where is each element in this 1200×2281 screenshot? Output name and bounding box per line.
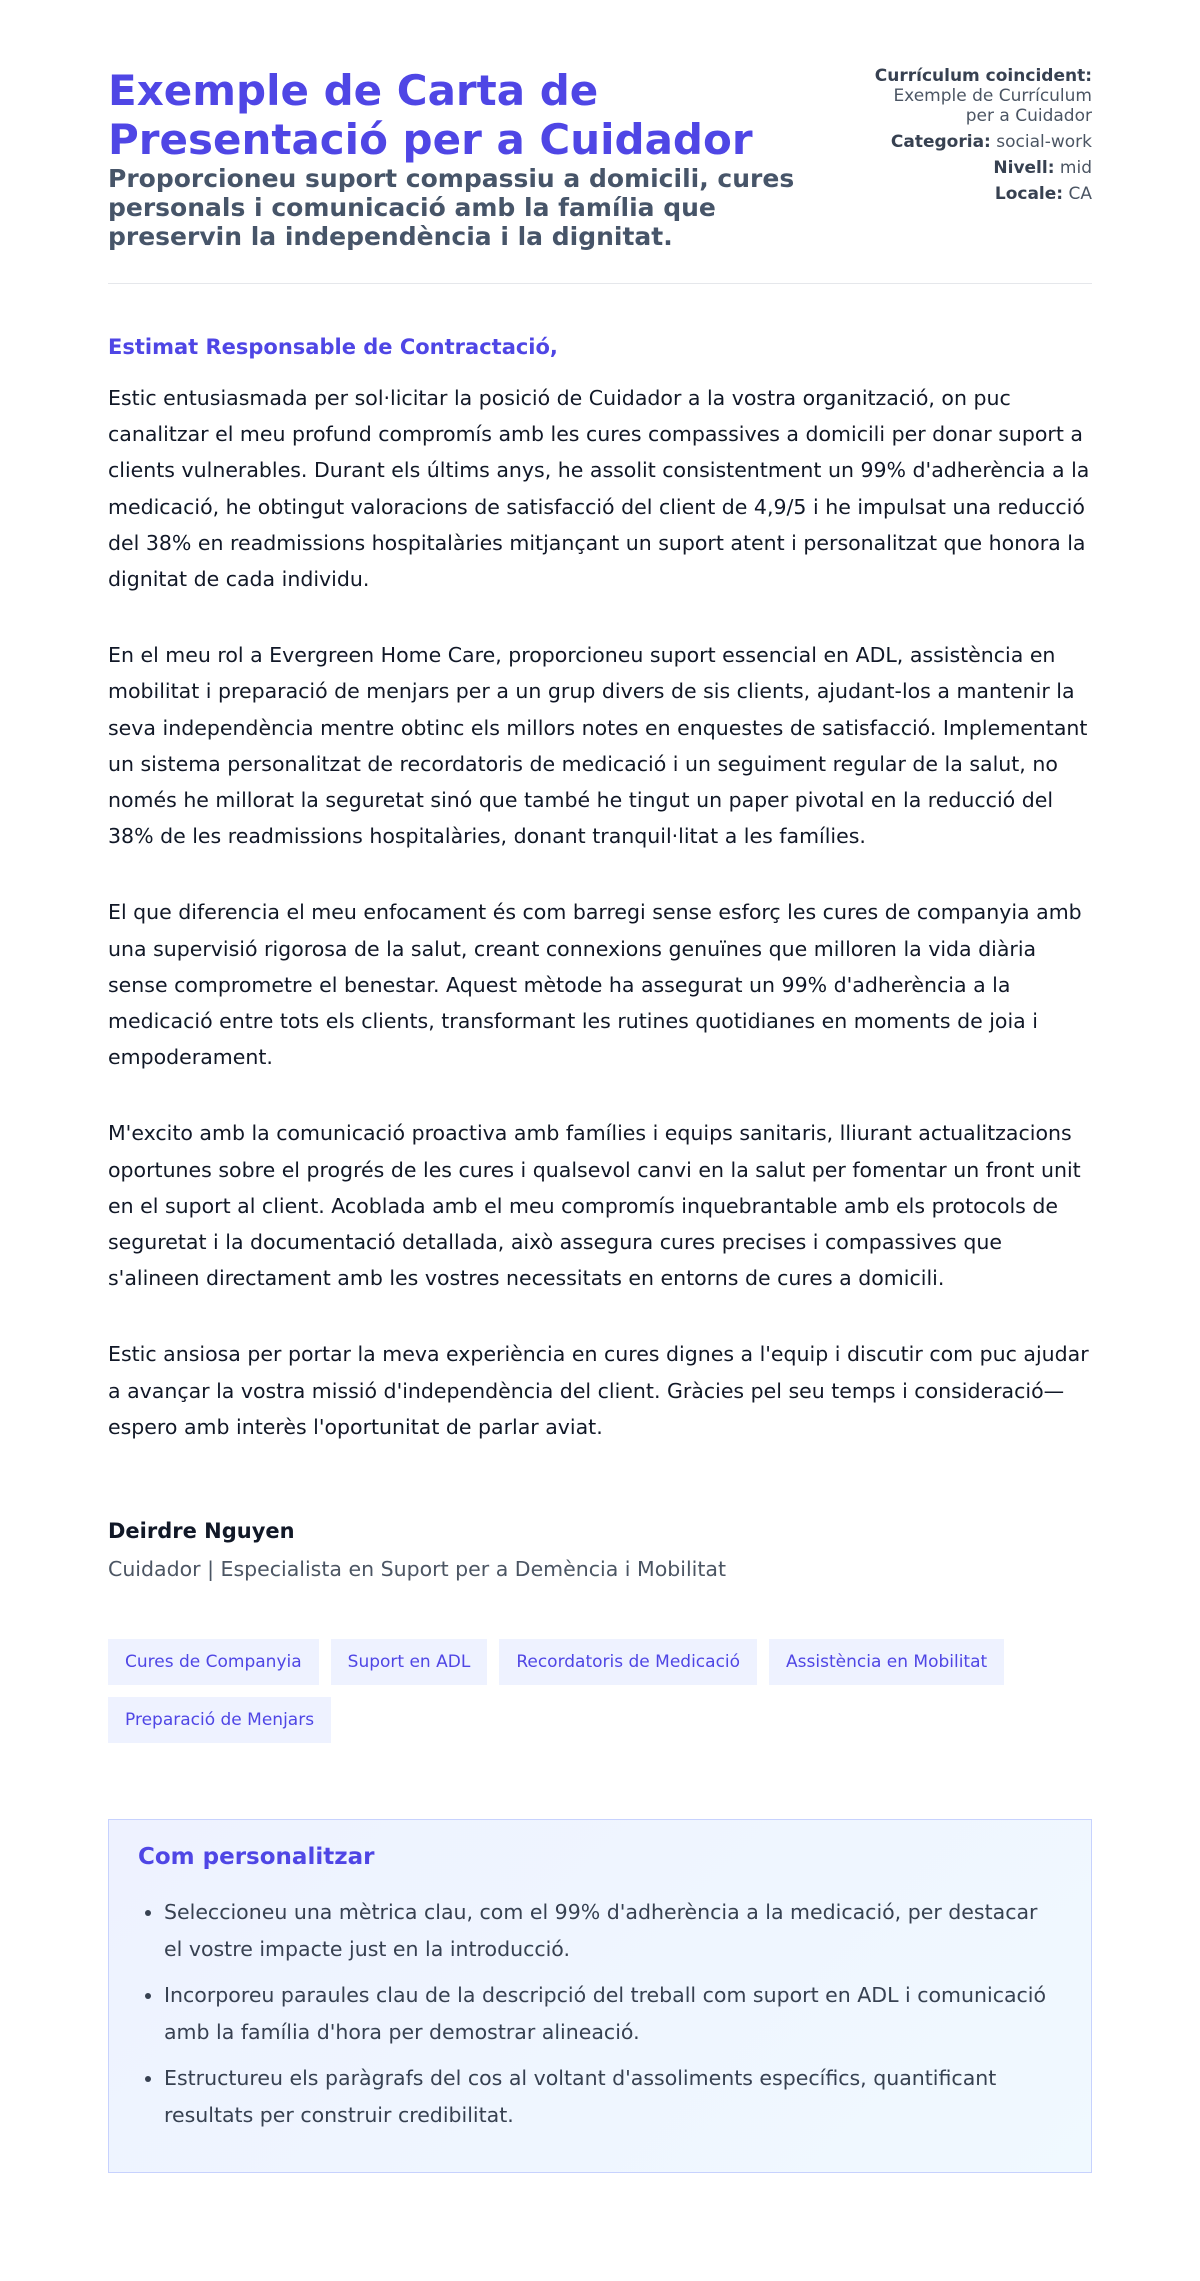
letter-paragraph-2: En el meu rol a Evergreen Home Care, proporcioneu suport essencial en ADL, assistència en mobilitat i preparació de menjars per a un grup divers de sis clients, ajudant-los a mantenir la seva independència mentre obtinc els millors notes en enquestes de satisfacció. Implementant un sistema personalitzat de recordatoris de medicació i un seguiment regular de la salut, no només he millorat la seguretat sinó que també he tingut un paper pivotal en la reducció del 38% de les readmissions hospitalàries, donant tranquil·litat a les famílies. bbox=[108, 643, 1088, 849]
letter-body bbox=[108, 334, 1092, 1445]
letter-paragraph-1: Estic entusiasmada per sol·licitar la posició de Cuidador a la vostra organització, on puc canalitzar el meu profund compromís amb les cures compassives a domicili per donar suport a clients vulnerables. Durant els últims anys, he assolit consistentment un 99% d'adherència a la medicació, he obtingut valoracions de satisfacció del client de 4,9/5 i he impulsat una reducció del 38% en readmissions hospitalàries mitjançant un suport atent i personalitzat que honora la dignitat de cada individu. bbox=[108, 386, 1090, 592]
page-title: Exemple de Carta de Presentació per a Cuidador bbox=[108, 66, 753, 164]
customization-tips bbox=[108, 1819, 1092, 2173]
skill-tag: Assistència en Mobilitat bbox=[769, 1639, 1004, 1685]
tips-list bbox=[138, 1894, 1062, 2133]
meta-level-label: Nivell: bbox=[993, 158, 1055, 178]
meta-locale bbox=[872, 184, 1092, 204]
meta-level bbox=[872, 158, 1092, 178]
skill-tags bbox=[108, 1639, 1092, 1755]
skill-tag: Recordatoris de Medicació bbox=[499, 1639, 757, 1685]
signature bbox=[108, 1517, 1092, 1583]
meta-resume bbox=[872, 66, 1092, 126]
salutation: Estimat Responsable de Contractació, bbox=[108, 335, 558, 359]
meta-category-value: social-work bbox=[996, 132, 1092, 152]
meta-locale-value: CA bbox=[1068, 184, 1092, 204]
tips-title: Com personalitzar bbox=[138, 1844, 375, 1871]
signature-name: Deirdre Nguyen bbox=[108, 1519, 295, 1544]
meta-panel bbox=[872, 66, 1092, 210]
tip-item: • Estructureu els paràgrafs del cos al voltant d'assoliments específics, quantificant resultats per construir credibilitat. bbox=[164, 2060, 1062, 2133]
meta-level-value: mid bbox=[1059, 158, 1092, 178]
title-block bbox=[108, 66, 828, 251]
tip-item: • Incorporeu paraules clau de la descripció del treball com suport en ADL i comunicació amb la família d'hora per demostrar alineació. bbox=[164, 1977, 1062, 2050]
skill-tag: Preparació de Menjars bbox=[108, 1697, 331, 1743]
header bbox=[108, 66, 1092, 284]
skill-tag: Cures de Companyia bbox=[108, 1639, 319, 1685]
page-subtitle: Proporcioneu suport compassiu a domicili, cures personals i comunicació amb la família que preservin la independència i la dignitat. bbox=[108, 164, 795, 251]
tip-item: • Seleccioneu una mètrica clau, com el 99% d'adherència a la medicació, per destacar el vostre impacte just en la introducció. bbox=[164, 1894, 1062, 1967]
meta-category-label: Categoria: bbox=[890, 132, 991, 152]
meta-resume-value: Exemple de Currículum per a Cuidador bbox=[893, 86, 1092, 126]
meta-category bbox=[872, 132, 1092, 152]
meta-locale-label: Locale: bbox=[994, 184, 1064, 204]
letter-paragraph-5: Estic ansiosa per portar la meva experiència en cures dignes a l'equip i discutir com puc ajudar a avançar la vostra missió d'independència del client. Gràcies pel seu temps i consideració—espero amb interès l'oportunitat de parlar aviat. bbox=[108, 1342, 1089, 1439]
letter-paragraph-4: M'excito amb la comunicació proactiva amb famílies i equips sanitaris, lliurant actualitzacions oportunes sobre el progrés de les cures i qualsevol canvi en la salut per fomentar un front unit en el suport al client. Acoblada amb el meu compromís inquebrantable amb els protocols de seguretat i la documentació detallada, això assegura cures precises i compassives que s'alineen directament amb les vostres necessitats en entorns de cures a domicili. bbox=[108, 1121, 1081, 1291]
meta-resume-label: Currículum coincident: bbox=[874, 66, 1092, 86]
skill-tag: Suport en ADL bbox=[331, 1639, 488, 1685]
letter-paragraph-3: El que diferencia el meu enfocament és com barregi sense esforç les cures de companyia amb una supervisió rigorosa de la salut, creant connexions genuïnes que milloren la vida diària sense comprometre el benestar. Aquest mètode ha assegurat un 99% d'adherència a la medicació entre tots els clients, transformant les rutines quotidianes en moments de joia i empoderament. bbox=[108, 900, 1082, 1070]
signature-title: Cuidador | Especialista en Suport per a Demència i Mobilitat bbox=[108, 1557, 726, 1582]
